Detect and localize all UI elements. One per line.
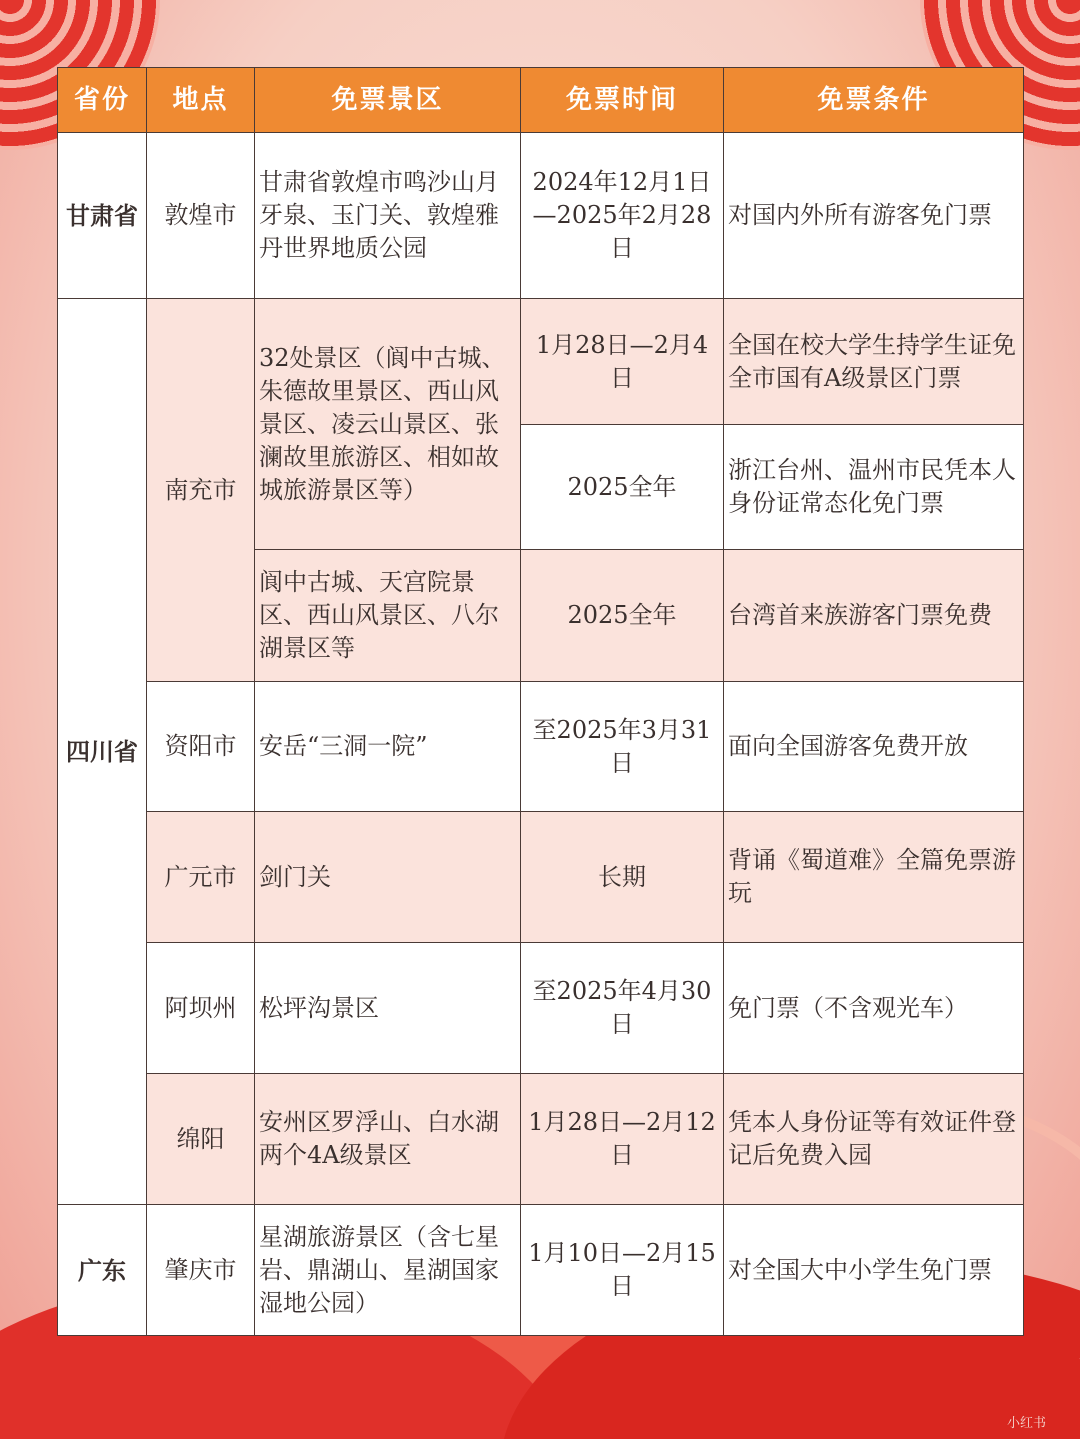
table-row	[58, 943, 1024, 1074]
header-province: 省份	[58, 68, 147, 133]
spot-cell: 安岳“三洞一院”	[255, 682, 521, 812]
spot-cell: 阆中古城、天宫院景区、西山风景区、八尔湖景区等	[255, 550, 521, 682]
watermark: 小红书	[1006, 1416, 1046, 1431]
time-cell: 1月10日—2月15日	[521, 1205, 724, 1336]
spot-cell: 剑门关	[255, 812, 521, 943]
province-cell: 甘肃省	[58, 133, 147, 299]
time-cell: 2024年12月1日—2025年2月28日	[521, 133, 724, 299]
time-cell: 1月28日—2月12日	[521, 1074, 724, 1205]
city-cell: 阿坝州	[147, 943, 255, 1074]
spot-cell: 松坪沟景区	[255, 943, 521, 1074]
table-row	[58, 812, 1024, 943]
condition-cell: 对全国大中小学生免门票	[724, 1205, 1024, 1336]
city-cell: 资阳市	[147, 682, 255, 812]
condition-cell: 凭本人身份证等有效证件登记后免费入园	[724, 1074, 1024, 1205]
condition-cell: 免门票（不含观光车）	[724, 943, 1024, 1074]
spot-cell: 星湖旅游景区（含七星岩、鼎湖山、星湖国家湿地公园）	[255, 1205, 521, 1336]
time-cell: 至2025年3月31日	[521, 682, 724, 812]
table-row	[58, 299, 1024, 425]
table-header-row	[58, 68, 1024, 133]
city-cell: 绵阳	[147, 1074, 255, 1205]
header-scenic-spot: 免票景区	[255, 68, 521, 133]
time-cell: 至2025年4月30日	[521, 943, 724, 1074]
time-cell: 2025全年	[521, 425, 724, 550]
city-cell: 肇庆市	[147, 1205, 255, 1336]
time-cell: 2025全年	[521, 550, 724, 682]
condition-cell: 面向全国游客免费开放	[724, 682, 1024, 812]
condition-cell: 浙江台州、温州市民凭本人身份证常态化免门票	[724, 425, 1024, 550]
table-row	[58, 1074, 1024, 1205]
city-cell: 南充市	[147, 299, 255, 682]
city-cell: 敦煌市	[147, 133, 255, 299]
time-cell: 长期	[521, 812, 724, 943]
condition-cell: 全国在校大学生持学生证免全市国有A级景区门票	[724, 299, 1024, 425]
condition-cell: 背诵《蜀道难》全篇免票游玩	[724, 812, 1024, 943]
province-cell: 四川省	[58, 299, 147, 1205]
time-cell: 1月28日—2月4日	[521, 299, 724, 425]
city-cell: 广元市	[147, 812, 255, 943]
header-location: 地点	[147, 68, 255, 133]
table-row	[58, 1205, 1024, 1336]
spot-cell: 32处景区（阆中古城、朱德故里景区、西山风景区、凌云山景区、张澜故里旅游区、相如故城旅游景区等）	[255, 299, 521, 550]
header-free-condition: 免票条件	[724, 68, 1024, 133]
table-row	[58, 133, 1024, 299]
province-cell: 广东	[58, 1205, 147, 1336]
condition-cell: 对国内外所有游客免门票	[724, 133, 1024, 299]
free-ticket-table	[57, 67, 1024, 1336]
table-row	[58, 682, 1024, 812]
spot-cell: 安州区罗浮山、白水湖两个4A级景区	[255, 1074, 521, 1205]
spot-cell: 甘肃省敦煌市鸣沙山月牙泉、玉门关、敦煌雅丹世界地质公园	[255, 133, 521, 299]
header-free-time: 免票时间	[521, 68, 724, 133]
condition-cell: 台湾首来族游客门票免费	[724, 550, 1024, 682]
